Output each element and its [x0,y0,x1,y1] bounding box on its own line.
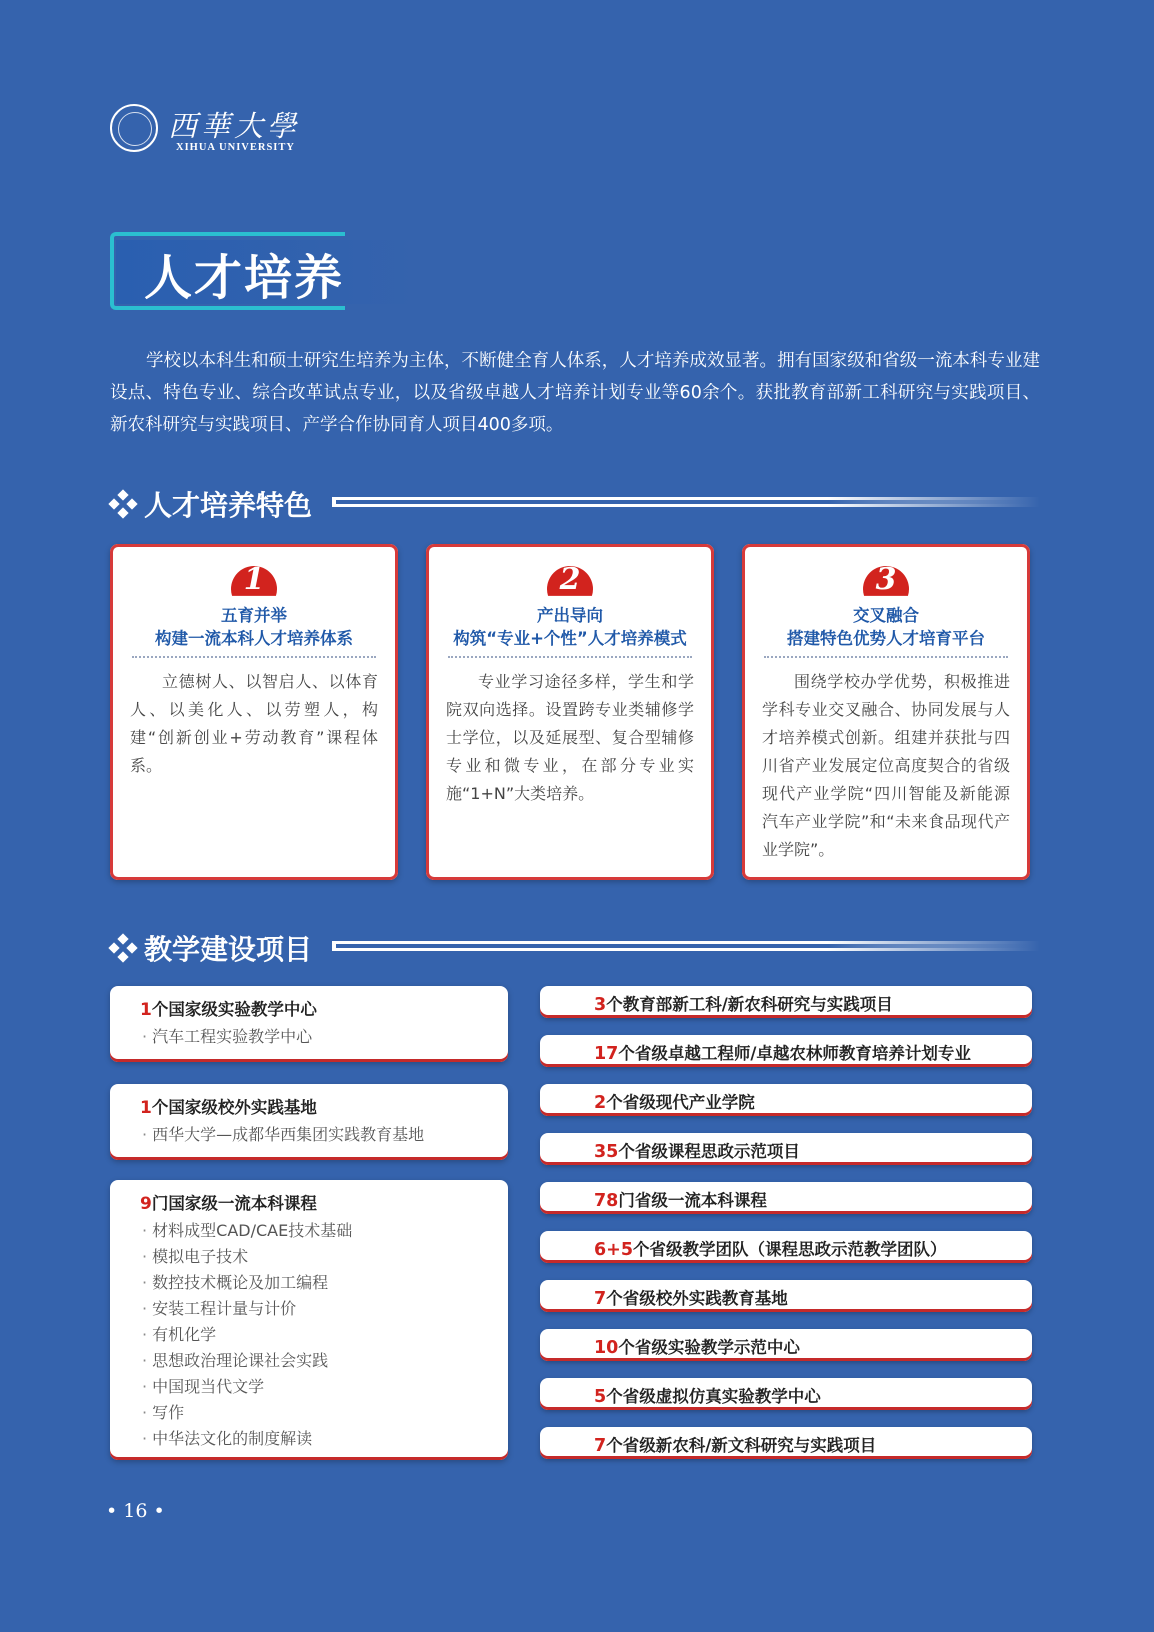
project-count: 6+5 [594,1240,634,1260]
card-divider [448,656,692,658]
card-heading-line1: 产出导向 [537,606,603,625]
number-badge-icon [863,562,909,597]
project-label: 个省级实验教学示范中心 [618,1338,800,1357]
section-title: 人才培养特色 [144,489,313,522]
logo-english-name: XIHUA UNIVERSITY [176,142,295,153]
project-bar [540,1035,1032,1067]
project-item-list [142,1024,312,1050]
card-number: 1 [243,562,265,597]
feature-card [426,544,714,880]
project-box-heading [140,1190,317,1214]
project-count: 78 [594,1191,619,1211]
project-label: 门国家级一流本科课程 [151,1194,317,1213]
page-title: 人才培养 [144,250,345,306]
project-count: 5 [594,1387,607,1407]
diamond-bullet-icon [110,935,136,961]
section-divider [332,497,1040,507]
page-title-block [108,232,358,312]
intro-paragraph: 学校以本科生和硕士研究生培养为主体，不断健全育人体系，人才培养成效显著。拥有国家级和省级一流本科专业建设点、特色专业、综合改革试点专业，以及省级卓越人才培养计划专业等60余个。获批教育部新工科研究与实践项目、新农科研究与实践项目、产学合作协同育人项目400多项。 [110,351,1040,435]
project-box [110,986,508,1062]
project-count: 2 [594,1093,607,1113]
number-badge-icon [231,562,277,597]
project-bar [540,1280,1032,1312]
card-heading [752,604,1020,650]
project-label: 个省级教学团队（课程思政示范教学团队） [633,1240,947,1259]
project-box [110,1180,508,1460]
card-body: 立德树人、以智启人、以体育人、以美化人、以劳塑人，构建“创新创业+劳动教育”课程体系。 [130,672,378,775]
project-label: 门省级一流本科课程 [618,1191,767,1210]
card-divider [764,656,1008,658]
logo-chinese-name: 西華大學 [168,109,301,143]
project-label: 个省级现代产业学院 [606,1093,755,1112]
project-count: 1 [140,1000,152,1020]
project-label: 个教育部新工科/新农科研究与实践项目 [606,995,893,1014]
section-heading-projects [110,928,1040,968]
project-box [110,1084,508,1160]
card-body: 专业学习途径多样，学生和学院双向选择。设置跨专业类辅修学士学位，以及延展型、复合型辅修专业和微专业，在部分专业实施“1+N”大类培养。 [446,672,694,803]
project-count: 7 [594,1289,607,1309]
list-item: · 模拟电子技术 [142,1244,352,1270]
section-divider [332,941,1040,951]
project-box-heading [140,996,317,1020]
project-label: 个省级新农科/新文科研究与实践项目 [606,1436,877,1455]
card-heading [436,604,704,650]
project-label: 个省级校外实践教育基地 [606,1289,788,1308]
diamond-bullet-icon [110,491,136,517]
project-bar [540,1231,1032,1263]
project-item-list [142,1218,352,1452]
project-label: 个省级虚拟仿真实验教学中心 [606,1387,821,1406]
card-number: 2 [559,562,581,597]
card-heading-line2: 搭建特色优势人才培育平台 [787,629,985,648]
section-heading-features [110,484,1040,524]
project-bar [540,1182,1032,1214]
project-bar [540,1084,1032,1116]
list-item: · 有机化学 [142,1322,352,1348]
card-heading-line2: 构建一流本科人才培养体系 [155,629,353,648]
project-item-list [142,1122,424,1148]
page-number: • 16 • [106,1500,165,1522]
feature-card [742,544,1030,880]
card-heading [120,604,388,650]
list-item: · 中国现当代文学 [142,1374,352,1400]
card-body: 围绕学校办学优势，积极推进学科专业交叉融合、协同发展与人才培养模式创新。组建并获批与四川省产业发展定位高度契合的省级现代产业学院“四川智能及新能源汽车产业学院”和“未来食品现代产业学院”。 [762,672,1010,859]
project-bar [540,1133,1032,1165]
project-label: 个省级卓越工程师/卓越农林师教育培养计划专业 [618,1044,971,1063]
project-bar [540,1329,1032,1361]
list-item: · 西华大学—成都华西集团实践教育基地 [142,1122,424,1148]
section-title: 教学建设项目 [144,933,313,966]
project-count: 3 [594,995,607,1015]
card-heading-line1: 交叉融合 [853,606,919,625]
project-box-heading [140,1094,317,1118]
number-badge-icon [547,562,593,597]
card-number: 3 [875,562,897,597]
project-label: 个省级课程思政示范项目 [618,1142,800,1161]
card-heading-line1: 五育并举 [221,606,287,625]
list-item: · 安装工程计量与计价 [142,1296,352,1322]
card-heading-line2: 构筑“专业+个性”人才培养模式 [453,629,687,648]
project-count: 7 [594,1436,607,1456]
project-count: 1 [140,1098,152,1118]
project-label: 个国家级校外实践基地 [151,1098,317,1117]
list-item: · 数控技术概论及加工编程 [142,1270,352,1296]
university-logo [110,104,301,158]
project-bar [540,1378,1032,1410]
list-item: · 写作 [142,1400,352,1426]
list-item: · 材料成型CAD/CAE技术基础 [142,1218,352,1244]
project-count: 10 [594,1338,619,1358]
project-label: 个国家级实验教学中心 [151,1000,317,1019]
seal-icon [110,104,158,152]
project-count: 17 [594,1044,619,1064]
list-item: · 思想政治理论课社会实践 [142,1348,352,1374]
project-bar [540,986,1032,1018]
feature-card [110,544,398,880]
list-item: · 中华法文化的制度解读 [142,1426,352,1452]
project-count: 9 [140,1194,152,1214]
project-bar [540,1427,1032,1459]
card-divider [132,656,376,658]
project-count: 35 [594,1142,619,1162]
list-item: · 汽车工程实验教学中心 [142,1024,312,1050]
